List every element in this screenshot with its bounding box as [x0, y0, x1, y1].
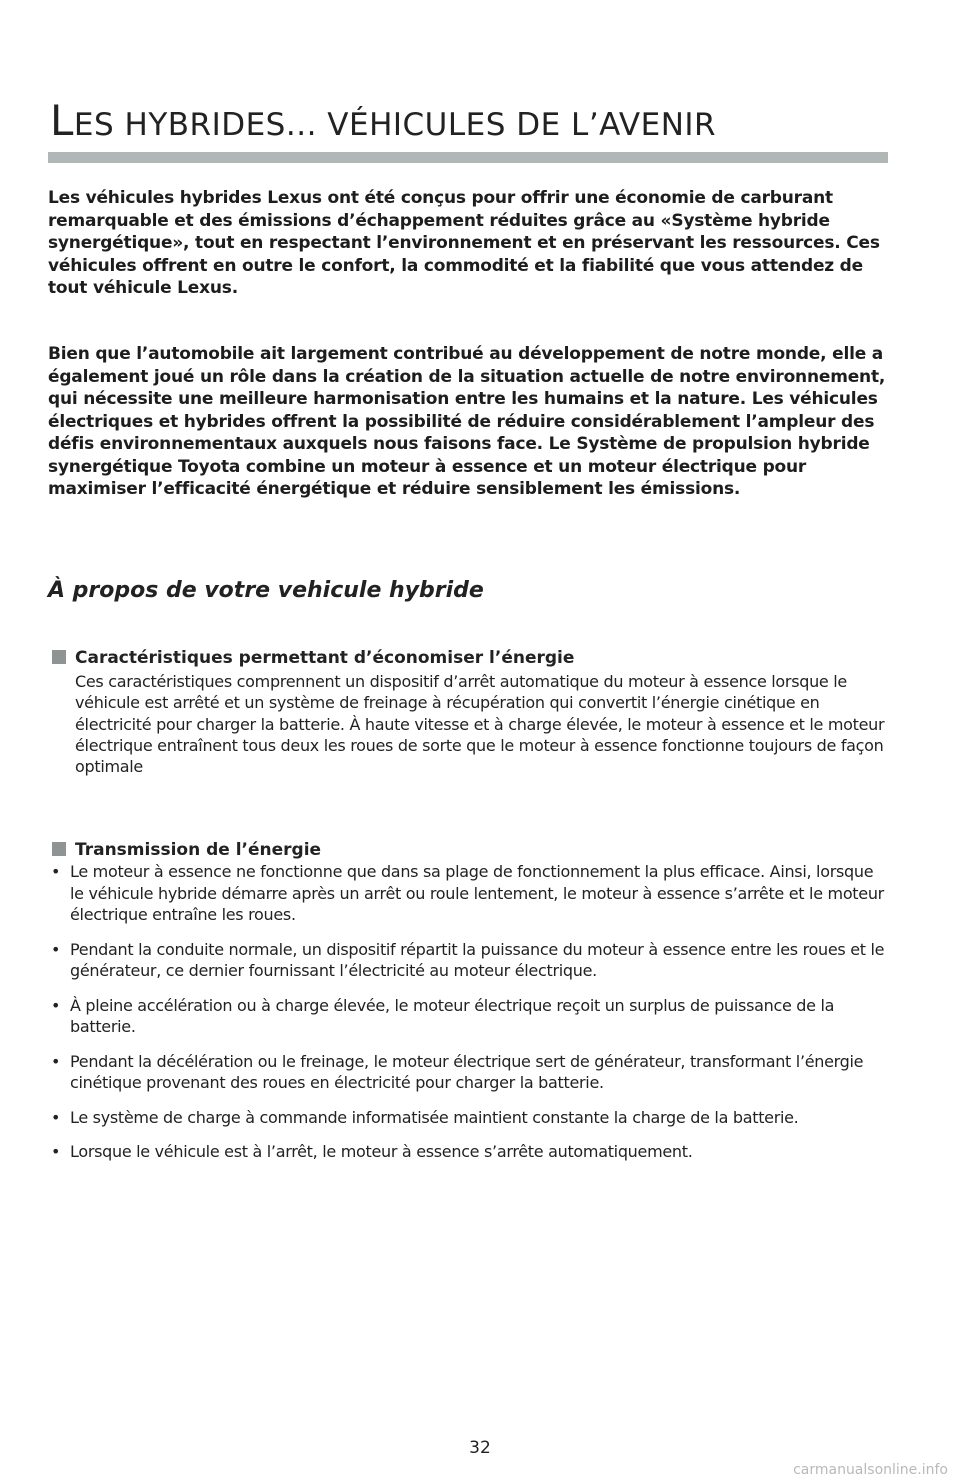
list-item	[48, 995, 890, 1038]
title-initial: L	[50, 96, 74, 145]
feature-heading-energy-saving	[52, 648, 574, 668]
intro-paragraph-1: Les véhicules hybrides Lexus ont été conçus pour offrir une économie de carburant remarquable et des émissions d’échappement réduites grâce au «Système hybride synergétique», tout en respectant l’environnement et en préservant les ressources. Ces véhicules offrent en outre le confort, la commodité et la fiabilité que vous attendez de tout véhicule Lexus.	[48, 188, 880, 298]
feature-heading-text: Transmission de l’énergie	[75, 840, 322, 860]
list-item-text: À pleine accélération ou à charge élevée, le moteur électrique reçoit un surplus de puissance de la batterie.	[70, 995, 835, 1036]
bullet-dot-icon: •	[51, 862, 61, 881]
bullet-dot-icon: •	[51, 1051, 61, 1071]
bullet-dot-icon: •	[51, 939, 61, 959]
list-item	[48, 939, 890, 982]
square-bullet-icon	[52, 842, 66, 856]
list-item	[48, 1107, 890, 1129]
list-item-text: Lorsque le véhicule est à l’arrêt, le moteur à essence s’arrête automatiquement.	[70, 1142, 693, 1161]
list-item	[48, 1141, 890, 1163]
list-item-text: Pendant la décélération ou le freinage, le moteur électrique sert de générateur, transformant l’énergie cinétique provenant des roues en électricité pour charger la batterie.	[70, 1051, 864, 1092]
feature-heading-text: Caractéristiques permettant d’économiser l’énergie	[75, 648, 575, 668]
feature-body-energy-saving: Ces caractéristiques comprennent un dispositif d’arrêt automatique du moteur à essence lorsque le véhicule est arrêté et un système de freinage à récupération qui convertit l’énergie cinétique en électricité pour charger la batterie. À haute vitesse et à charge élevée, le moteur à essence et le moteur électrique entraînent tous deux les roues de sorte que le moteur à essence fonctionne toujours de façon optimale	[75, 672, 885, 777]
list-item-text: Le système de charge à commande informatisée maintient constante la charge de la batterie.	[70, 1107, 799, 1127]
square-bullet-icon	[52, 650, 66, 664]
section-subheading: À propos de votre vehicule hybride	[48, 578, 484, 603]
power-transmission-list	[48, 861, 890, 1176]
list-item	[48, 861, 890, 926]
intro-paragraph-2: Bien que l’automobile ait largement contribué au développement de notre monde, elle a également joué un rôle dans la création de la situation actuelle de notre environnement, qui nécessite une meilleure harmonisation entre les humains et la nature. Les véhicules électriques et hybrides offrent la possibilité de réduire considérablement l’ampleur des défis environnementaux auxquels nous faisons face. Le Système de propulsion hybride synergétique Toyota combine un moteur à essence et un moteur électrique pour maximiser l’efficacité énergétique et réduire sensiblement les émissions.	[48, 344, 886, 499]
bullet-dot-icon: •	[51, 1142, 61, 1161]
feature-heading-power-transmission	[52, 840, 321, 860]
bullet-dot-icon: •	[51, 995, 61, 1015]
title-rest: ES HYBRIDES... VÉHICULES DE L’AVENIR	[73, 107, 717, 143]
list-item	[48, 1051, 890, 1094]
list-item-text: Pendant la conduite normale, un dispositif répartit la puissance du moteur à essence entre les roues et le générateur, ce dernier fournissant l’électricité au moteur électrique.	[70, 939, 885, 980]
page-number: 32	[469, 1438, 491, 1458]
watermark: carmanualsonline.info	[793, 1462, 948, 1478]
bullet-dot-icon: •	[51, 1107, 61, 1127]
page-title	[50, 96, 716, 145]
list-item-text: Le moteur à essence ne fonctionne que dans sa plage de fonctionnement la plus efficace. Ainsi, lorsque le véhicule hybride démarre après un arrêt ou roule lentement, le moteur à essence s’arrête et le moteur électrique entraîne les roues.	[70, 862, 884, 924]
title-rule	[48, 152, 888, 163]
